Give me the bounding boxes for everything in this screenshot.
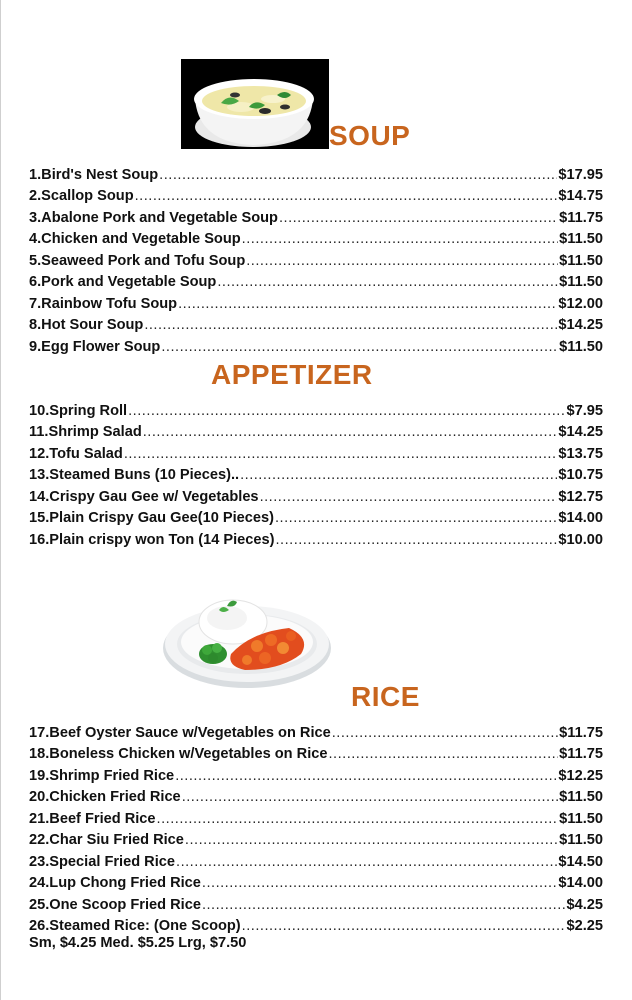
list-item [29,183,603,205]
leader-dots [202,876,557,891]
list-item [29,870,603,892]
leader-dots [185,833,558,848]
item-name: 10.Spring Roll [29,402,128,419]
leader-dots [143,425,558,440]
item-price: $4.25 [566,896,603,913]
soup-heading: SOUP [329,120,411,151]
list-item [29,762,603,784]
list-item [29,784,603,806]
list-item [29,848,603,870]
leader-dots [260,490,558,505]
item-name: 17.Beef Oyster Sauce w/Vegetables on Rice [29,724,331,741]
item-name: 2.Scallop Soup [29,188,134,204]
item-price: $17.95 [558,166,603,183]
item-name: 19.Shrimp Fried Rice [29,767,175,784]
list-item [29,913,603,935]
steamed-rice-size-note: Sm, $4.25 Med. $5.25 Lrg, $7.50 [29,935,247,951]
list-item [29,741,603,763]
item-name: 8.Hot Sour Soup [29,317,144,333]
list-item [29,891,603,913]
item-price: $11.50 [559,338,603,355]
item-price: $11.50 [559,274,603,290]
leader-dots [242,232,558,247]
list-item [29,333,603,355]
appetizer-list [29,397,603,548]
list-item [29,483,603,505]
item-name: 25.One Scoop Fried Rice [29,896,201,913]
list-item [29,440,603,462]
item-price: $11.50 [559,231,603,247]
list-item [29,312,603,334]
item-name: 3.Abalone Pork and Vegetable Soup [29,209,278,226]
item-name: 11.Shrimp Salad [29,424,142,440]
item-name: 24.Lup Chong Fried Rice [29,875,201,891]
leader-dots [217,275,558,290]
item-price: $2.25 [566,918,603,934]
item-price: $12.25 [558,767,603,784]
list-item [29,226,603,248]
item-name: 12.Tofu Salad [29,445,123,462]
list-item [29,827,603,849]
item-name: 7.Rainbow Tofu Soup [29,295,178,312]
list-item [29,526,603,548]
item-price: $11.75 [559,746,603,762]
item-price: $12.75 [558,488,603,505]
item-name: 1.Bird's Nest Soup [29,166,159,183]
item-name: 13.Steamed Buns (10 Pieces).. [29,467,240,483]
item-price: $14.00 [558,510,603,526]
item-price: $11.50 [559,789,603,805]
leader-dots [275,511,557,526]
list-item [29,805,603,827]
item-name: 6.Pork and Vegetable Soup [29,274,217,290]
item-price: $12.00 [558,295,603,312]
item-price: $13.75 [558,445,603,462]
item-price: $14.25 [558,317,603,333]
leader-dots [157,812,559,827]
list-item [29,397,603,419]
item-name: 20.Chicken Fried Rice [29,789,181,805]
soup-list [29,161,603,355]
list-item [29,269,603,291]
leader-dots [124,447,558,462]
item-name: 14.Crispy Gau Gee w/ Vegetables [29,488,259,505]
item-price: $14.50 [558,853,603,870]
list-item [29,505,603,527]
item-price: $11.75 [559,209,603,226]
item-price: $10.75 [558,467,603,483]
item-name: 9.Egg Flower Soup [29,338,161,355]
item-name: 18.Boneless Chicken w/Vegetables on Rice [29,746,328,762]
leader-dots [279,211,558,226]
leader-dots [135,189,558,204]
leader-dots [275,533,557,548]
leader-dots [182,790,558,805]
leader-dots [242,919,566,934]
item-price: $14.00 [558,875,603,891]
item-price: $14.25 [558,424,603,440]
item-price: $11.50 [559,810,603,827]
leader-dots [240,468,557,483]
appetizer-heading: APPETIZER [211,359,373,390]
rice-heading: RICE [351,681,420,712]
list-item [29,161,603,183]
item-price: $7.95 [566,402,603,419]
leader-dots [202,898,566,913]
leader-dots [175,769,557,784]
leader-dots [176,855,557,870]
leader-dots [128,404,565,419]
item-price: $11.75 [559,724,603,741]
item-price: $14.75 [558,188,603,204]
item-name: 21.Beef Fried Rice [29,810,156,827]
leader-dots [332,726,558,741]
rice-plate-image [161,588,333,692]
list-item [29,204,603,226]
item-name: 5.Seaweed Pork and Tofu Soup [29,252,246,269]
item-price: $11.50 [559,832,603,848]
rice-list [29,719,603,934]
soup-bowl-image [181,59,329,149]
leader-dots [159,168,557,183]
list-item [29,247,603,269]
list-item [29,419,603,441]
item-name: 22.Char Siu Fried Rice [29,832,184,848]
leader-dots [246,254,558,269]
item-name: 26.Steamed Rice: (One Scoop) [29,918,241,934]
list-item [29,290,603,312]
leader-dots [178,297,557,312]
list-item [29,719,603,741]
leader-dots [161,340,558,355]
item-name: 15.Plain Crispy Gau Gee(10 Pieces) [29,510,274,526]
item-price: $10.00 [558,531,603,548]
list-item [29,462,603,484]
item-name: 23.Special Fried Rice [29,853,176,870]
leader-dots [144,318,557,333]
leader-dots [328,747,558,762]
item-price: $11.50 [559,252,603,269]
item-name: 16.Plain crispy won Ton (14 Pieces) [29,531,275,548]
item-name: 4.Chicken and Vegetable Soup [29,231,241,247]
